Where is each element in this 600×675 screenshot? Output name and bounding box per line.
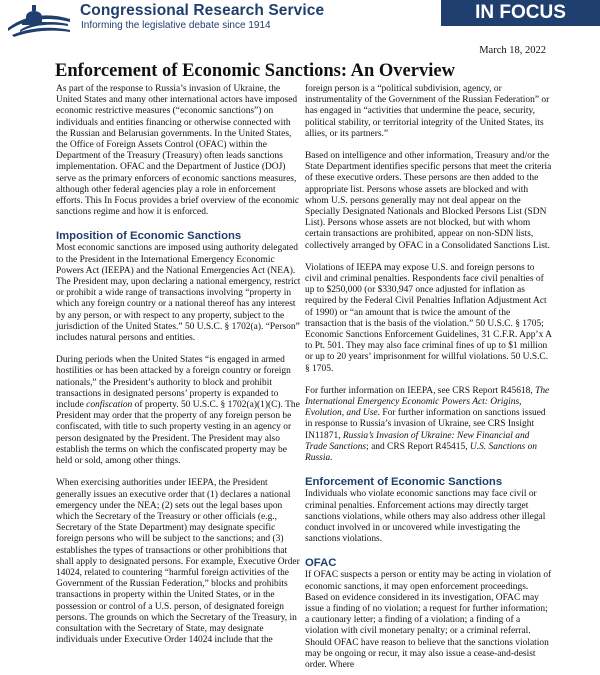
section-heading-enforcement: Enforcement of Economic Sanctions <box>305 476 503 489</box>
section-heading-ofac: OFAC <box>305 557 337 570</box>
header <box>0 0 600 40</box>
paragraph: Based on intelligence and other information, Treasury and/or the State Department identifies specific persons that meet the criteria of these executive orders. These persons are then added to the appropriate list. Persons whose assets are blocked and with whom U.S. persons generally may not deal appear on the Specially Designated Nationals and Blocked Persons List (SDN List). Persons whose assets are not blocked, but with whom certain transactions are prohibited, appear on non-SDN lists, collectively arranged by OFAC in a Consolidated Sanctions List. <box>305 151 552 251</box>
paragraph: Violations of IEEPA may expose U.S. and foreign persons to civil and criminal penalties. Respondents face civil penalties of up to $250,000 (or $330,947 once adjusted for inflation as required by the Federal Civil Penalties Inflation Adjustment Act of 1990) or “an amount that is twice the amount of the transaction that is the basis of the violation.” 50 U.S.C. § 1705; Economic Sanctions Enforcement Guidelines, 31 C.F.R. App’x A to Pt. 501. They may also face criminal fines of up to $1 million or up to 20 years’ imprisonment for willful violations. 50 U.S.C. § 1705. <box>305 262 552 374</box>
paragraph: If OFAC suspects a person or entity may be acting in violation of economic sanctions, it may open enforcement proceedings. Based on evidence considered in its investigation, OFAC may issue a finding of no violation; a request for further information; a cautionary letter; a finding of a violation; a finding of a violation with civil monetary penalty; or a criminal referral. Should OFAC have reason to believe that the sanctions violation may be ongoing or recur, it may also issue a cease-and-desist order. Where <box>305 570 552 670</box>
paragraph: For further information on IEEPA, see CRS Report R45618, The International Emergency Economic Powers Act: Origins, Evolution, and Use. For further information on sanctions issued in response to Russia’s invasion of Ukraine, see CRS Insight IN11871, Russia’s Invasion of Ukraine: New Financial and Trade Sanctions; and CRS Report R45415, U.S. Sanctions on Russia. <box>305 385 550 464</box>
intro-paragraph: As part of the response to Russia’s invasion of Ukraine, the United States and many other international actors have imposed economic restrictive measures (“economic sanctions”) on individuals and entities financing or otherwise connected with the Russian and Belarusian governments. In the United States, the Office of Foreign Assets Control (OFAC) within the Department of the Treasury (Treasury) often leads sanctions implementation. OFAC and the Department of Justice (DOJ) serve as the primary enforcers of economic sanctions measures, although other federal agencies play a role in enforcement efforts. This In Focus provides a brief overview of the economic sanctions regime and how it is enforced. <box>56 84 300 218</box>
paragraph: Individuals who violate economic sanctions may face civil or criminal penalties. Enforcement actions may directly target sanctions violations, while others may also address other illegal conduct involved in or uncovered while investigating the sanctions violations. <box>305 489 546 545</box>
section-heading-imposition: Imposition of Economic Sanctions <box>56 230 242 243</box>
org-name: Congressional Research Service <box>80 2 325 19</box>
crs-capitol-logo-icon <box>6 1 72 37</box>
page-title: Enforcement of Economic Sanctions: An Overview <box>55 61 455 81</box>
paragraph: During periods when the United States “is engaged in armed hostilities or has been attacked by a foreign country or foreign nationals,” the President’s authority to block and prohibit transactions in designated persons’ property is expanded to include confiscation of property. 50 U.S.C. § 1702(a)(1)(C). The President may order that the property of any foreign person be confiscated, with title to such property vesting in an agency or person designated by the President. The President may also establish the terms on which the confiscated property may be held or sold, among other things. <box>56 355 300 467</box>
in-focus-badge: IN FOCUS <box>441 0 600 26</box>
paragraph: When exercising authorities under IEEPA, the President generally issues an executive order that (1) declares a national emergency under the NEA; (2) sets out the legal bases upon which the Secretary of the Treasury or other officials (e.g., Secretary of the State Department) may designate specific foreign persons who will be subject to the sanctions; and (3) establishes the types of transactions or other prohibitions that shall apply to designated persons. For example, Executive Order 14024, related to countering “harmful foreign activities of the Government of the Russian Federation,” blocks and prohibits transactions in property within the United States, or in the possession or control of a U.S. person, of designated foreign persons. The grounds on which the Secretary of the Treasury, in consultation with the Secretary of State, may designate individuals under Executive Order 14024 include that the <box>56 478 300 646</box>
paragraph: foreign person is a “political subdivision, agency, or instrumentality of the Government of the Russian Federation” or has engaged in “activities that undermine the peace, security, political stability, or territorial integrity of the United States, its allies, or its partners.” <box>305 84 550 139</box>
right-column <box>305 84 553 671</box>
left-column <box>56 84 304 646</box>
paragraph: Most economic sanctions are imposed using authority delegated to the President in the International Emergency Economic Powers Act (IEEPA) and the National Emergencies Act (NEA). The President may, upon declaring a national emergency, restrict or prohibit a wide range of transactions involving “property in which any foreign country or a national thereof has any interest by any person, or with respect to any property, subject to the jurisdiction of the United States.” 50 U.S.C. § 1702(a). “Person” includes natural persons and entities. <box>56 243 301 344</box>
report-date: March 18, 2022 <box>479 45 546 56</box>
org-tagline: Informing the legislative debate since 1914 <box>81 20 271 31</box>
